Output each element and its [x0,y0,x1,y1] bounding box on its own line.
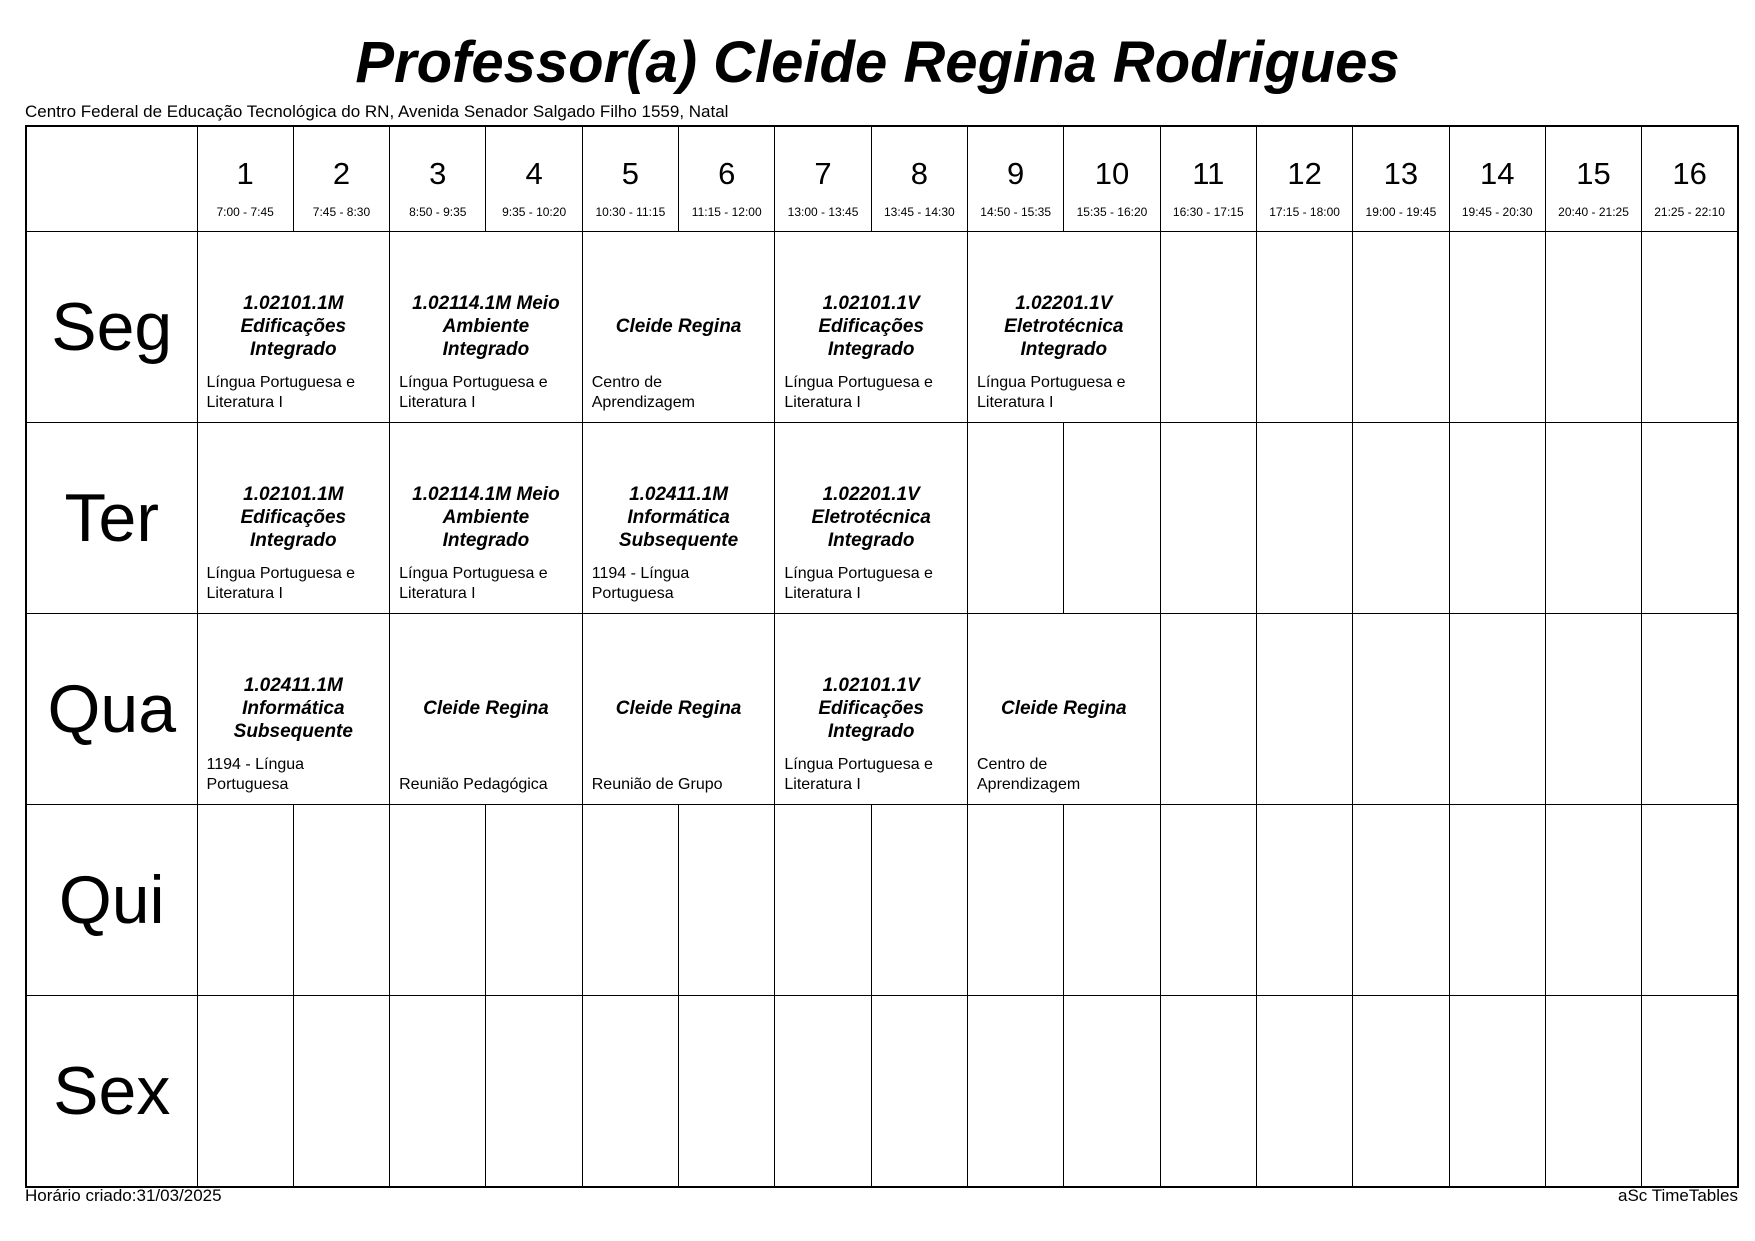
period-header [390,126,486,232]
lesson-subject-line: Reunião Pedagógica [399,776,548,793]
lesson-title-line: 1.02411.1M [629,484,729,505]
empty-cell[interactable] [871,996,967,1188]
lesson-title-line: Informática [242,698,345,719]
day-row [26,614,1738,805]
lesson-subject-line: Literatura I [399,585,476,602]
lesson-title-line: Edificações [818,316,924,337]
period-number: 16 [1672,156,1707,191]
created-date: Horário criado:31/03/2025 [25,1186,222,1205]
lesson-title-line: 1.02101.1V [822,293,920,314]
lesson-cell[interactable] [582,232,775,423]
empty-cell[interactable] [1642,614,1738,805]
lesson-subject-line: Literatura I [977,394,1054,411]
period-header [582,126,678,232]
lesson-title-line: Integrado [250,339,337,360]
period-time: 9:35 - 10:20 [502,205,567,219]
lesson-subject [399,564,578,604]
day-label: Qua [26,614,197,805]
empty-cell[interactable] [775,805,871,996]
lesson-title-line: Eletrotécnica [1004,316,1124,337]
lesson-title-line: Subsequente [618,530,739,551]
lesson-title [394,292,578,361]
period-header [1160,126,1256,232]
period-number: 15 [1576,156,1611,191]
day-label: Sex [26,996,197,1188]
period-number: 7 [814,156,832,191]
period-header [871,126,967,232]
lesson-title [972,697,1156,720]
lesson-subject [207,564,386,604]
empty-cell[interactable] [1160,614,1256,805]
lesson-title-line: Ambiente [442,507,530,528]
period-number: 3 [429,156,447,191]
lesson-title-line: 1.02101.1V [822,675,920,696]
day-row [26,232,1738,423]
lesson-subject-line: Literatura I [206,585,283,602]
lesson-title-line: Informática [627,507,730,528]
lesson-subject-line: Portuguesa [206,776,289,793]
header-row [26,126,1738,232]
empty-cell[interactable] [1545,423,1641,614]
lesson-title [587,697,771,720]
period-number: 10 [1094,156,1130,191]
lesson-title [587,483,771,552]
period-number: 12 [1287,156,1322,191]
lesson-title-line: Edificações [240,316,347,337]
empty-cell[interactable] [1545,805,1641,996]
period-time: 19:00 - 19:45 [1365,205,1437,219]
lesson-cell[interactable] [390,614,583,805]
period-time: 20:40 - 21:25 [1558,205,1629,219]
lesson-cell[interactable] [197,232,390,423]
empty-cell[interactable] [1642,805,1738,996]
period-number: 9 [1007,156,1025,191]
empty-cell[interactable] [1256,805,1352,996]
empty-cell[interactable] [582,805,678,996]
period-header [775,126,871,232]
timetable-body [26,232,1738,1188]
empty-cell[interactable] [1160,423,1256,614]
empty-cell[interactable] [1160,805,1256,996]
lesson-subject [784,755,963,795]
lesson-subject-line: Literatura I [399,394,476,411]
lesson-subject-line: Língua Portuguesa e [784,374,933,391]
software-credit: aSc TimeTables [1618,1186,1738,1205]
period-header [1449,126,1545,232]
lesson-cell[interactable] [197,614,390,805]
lesson-title-line: Edificações [818,698,924,719]
empty-cell[interactable] [679,996,775,1188]
empty-cell[interactable] [293,805,389,996]
lesson-cell[interactable] [775,232,968,423]
empty-cell[interactable] [1160,996,1256,1188]
lesson-cell[interactable] [390,423,583,614]
day-row [26,805,1738,996]
lesson-cell[interactable] [968,232,1161,423]
empty-cell[interactable] [1160,232,1256,423]
empty-cell[interactable] [1353,805,1449,996]
lesson-subject-line: Literatura I [784,394,861,411]
period-time: 10:30 - 11:15 [595,205,666,219]
lesson-title [202,483,386,552]
empty-cell[interactable] [1449,614,1545,805]
empty-cell[interactable] [679,805,775,996]
period-header [1353,126,1449,232]
day-label: Seg [26,232,197,423]
empty-cell[interactable] [1545,232,1641,423]
empty-cell[interactable] [1642,232,1738,423]
lesson-subject-line: Literatura I [784,585,861,602]
empty-cell[interactable] [582,996,678,1188]
empty-cell[interactable] [486,996,582,1188]
lesson-title [779,292,963,361]
lesson-subject-line: Língua Portuguesa e [399,565,548,582]
lesson-subject-line: Centro de [591,374,663,391]
lesson-subject-line: Reunião de Grupo [591,776,723,793]
lesson-title-line: Cleide Regina [423,698,549,719]
lesson-title-line: Subsequente [233,721,353,742]
empty-cell[interactable] [197,805,293,996]
lesson-subject-line: Aprendizagem [977,776,1081,793]
lesson-title [394,697,578,720]
period-time: 7:00 - 7:45 [216,205,274,219]
lesson-cell[interactable] [390,232,583,423]
empty-cell[interactable] [197,996,293,1188]
lesson-title-line: Eletrotécnica [811,507,931,528]
empty-cell[interactable] [1064,996,1160,1188]
lesson-subject-line: 1194 - Língua [591,565,690,582]
day-label: Qui [26,805,197,996]
lesson-subject-line: Língua Portuguesa e [784,565,933,582]
empty-cell[interactable] [1449,232,1545,423]
empty-cell[interactable] [1256,423,1352,614]
empty-cell[interactable] [1256,614,1352,805]
period-number: 6 [718,156,736,191]
empty-cell[interactable] [775,996,871,1188]
lesson-title [972,292,1156,361]
lesson-cell[interactable] [968,614,1161,805]
empty-cell[interactable] [871,805,967,996]
lesson-title [202,292,386,361]
period-time: 8:50 - 9:35 [409,205,467,219]
period-number: 8 [910,156,928,191]
lesson-subject-line: Língua Portuguesa e [784,756,933,773]
lesson-title-line: Integrado [827,339,915,360]
lesson-subject [784,373,963,413]
lesson-cell[interactable] [197,423,390,614]
empty-cell[interactable] [1545,996,1641,1188]
empty-cell[interactable] [1353,423,1449,614]
period-header [486,126,582,232]
lesson-title [394,483,578,552]
empty-cell[interactable] [968,423,1064,614]
lesson-cell[interactable] [775,423,968,614]
lesson-subject-line: Literatura I [206,394,283,411]
lesson-subject [207,373,386,413]
lesson-subject-line: 1194 - Língua [206,756,305,773]
corner-cell [26,126,197,232]
empty-cell[interactable] [1256,996,1352,1188]
period-header [1256,126,1352,232]
lesson-title-line: Cleide Regina [1000,698,1127,719]
empty-cell[interactable] [1449,805,1545,996]
lesson-title [202,674,386,743]
period-number: 5 [621,156,640,191]
day-label: Ter [26,423,197,614]
empty-cell[interactable] [1449,996,1545,1188]
lesson-title-line: 1.02201.1V [1015,293,1113,314]
lesson-cell[interactable] [775,614,968,805]
lesson-title-line: 1.02411.1M [243,675,343,696]
period-number: 4 [525,156,543,191]
day-row [26,996,1738,1188]
empty-cell[interactable] [293,996,389,1188]
empty-cell[interactable] [390,805,486,996]
lesson-title-line: 1.02101.1M [243,484,344,505]
lesson-subject-line: Aprendizagem [591,394,695,411]
lesson-title-line: Edificações [240,507,347,528]
lesson-subject-line: Centro de [977,756,1048,773]
period-time: 14:50 - 15:35 [980,205,1052,219]
lesson-title-line: 1.02114.1M Meio [412,484,560,505]
period-number: 2 [332,156,351,191]
lesson-title-line: Integrado [1020,339,1108,360]
lesson-subject [592,775,771,795]
timetable-grid [25,125,1739,1188]
page-title: Professor(a) Cleide Regina Rodrigues [355,30,1400,95]
period-time: 15:35 - 16:20 [1076,205,1148,219]
empty-cell[interactable] [968,805,1064,996]
lesson-cell[interactable] [582,423,775,614]
lesson-subject-line: Língua Portuguesa e [206,565,356,582]
empty-cell[interactable] [1064,805,1160,996]
lesson-subject-line: Língua Portuguesa e [977,374,1126,391]
empty-cell[interactable] [1545,614,1641,805]
period-header [1642,126,1738,232]
empty-cell[interactable] [1353,614,1449,805]
period-header [293,126,389,232]
lesson-title [779,483,963,552]
lesson-title-line: Integrado [442,339,530,360]
period-time: 11:15 - 12:00 [691,205,762,219]
lesson-title-line: 1.02201.1V [822,484,920,505]
lesson-title [779,674,963,743]
empty-cell[interactable] [968,996,1064,1188]
period-number: 11 [1192,156,1225,191]
period-time: 7:45 - 8:30 [312,205,371,219]
lesson-subject-line: Língua Portuguesa e [399,374,548,391]
empty-cell[interactable] [390,996,486,1188]
empty-cell[interactable] [1449,423,1545,614]
period-time: 13:45 - 14:30 [883,205,955,219]
lesson-subject [207,755,386,795]
period-time: 17:15 - 18:00 [1269,205,1340,219]
lesson-title-line: 1.02114.1M Meio [412,293,560,314]
day-row [26,423,1738,614]
lesson-title-line: Integrado [442,530,530,551]
period-header [679,126,775,232]
empty-cell[interactable] [1353,996,1449,1188]
period-header [197,126,293,232]
lesson-title-line: Cleide Regina [615,316,742,337]
lesson-subject [592,373,771,413]
period-time: 19:45 - 20:30 [1461,205,1533,219]
empty-cell[interactable] [1642,423,1738,614]
period-header [1545,126,1641,232]
period-time: 16:30 - 17:15 [1172,205,1244,219]
lesson-subject-line: Língua Portuguesa e [206,374,356,391]
lesson-subject [399,775,578,795]
period-number: 14 [1479,156,1515,191]
empty-cell[interactable] [1256,232,1352,423]
period-number: 13 [1383,156,1419,191]
lesson-title-line: Integrado [250,530,337,551]
period-time: 21:25 - 22:10 [1654,205,1725,219]
lesson-subject [784,564,963,604]
lesson-subject [977,755,1156,795]
lesson-subject-line: Literatura I [784,776,861,793]
period-header [1064,126,1160,232]
lesson-title-line: 1.02101.1M [243,293,344,314]
lesson-title-line: Integrado [827,721,915,742]
empty-cell[interactable] [1353,232,1449,423]
lesson-title-line: Integrado [827,530,915,551]
lesson-subject [399,373,578,413]
school-address: Centro Federal de Educação Tecnológica do RN, Avenida Senador Salgado Filho 1559, Natal [25,102,729,121]
period-time: 13:00 - 13:45 [787,205,859,219]
empty-cell[interactable] [1064,423,1160,614]
lesson-subject [592,564,771,604]
lesson-title-line: Ambiente [442,316,530,337]
lesson-cell[interactable] [582,614,775,805]
empty-cell[interactable] [1642,996,1738,1188]
lesson-title [587,315,771,338]
period-header [968,126,1064,232]
lesson-title-line: Cleide Regina [615,698,742,719]
lesson-subject [977,373,1156,413]
period-number: 1 [236,156,254,191]
empty-cell[interactable] [486,805,582,996]
lesson-subject-line: Portuguesa [591,585,674,602]
